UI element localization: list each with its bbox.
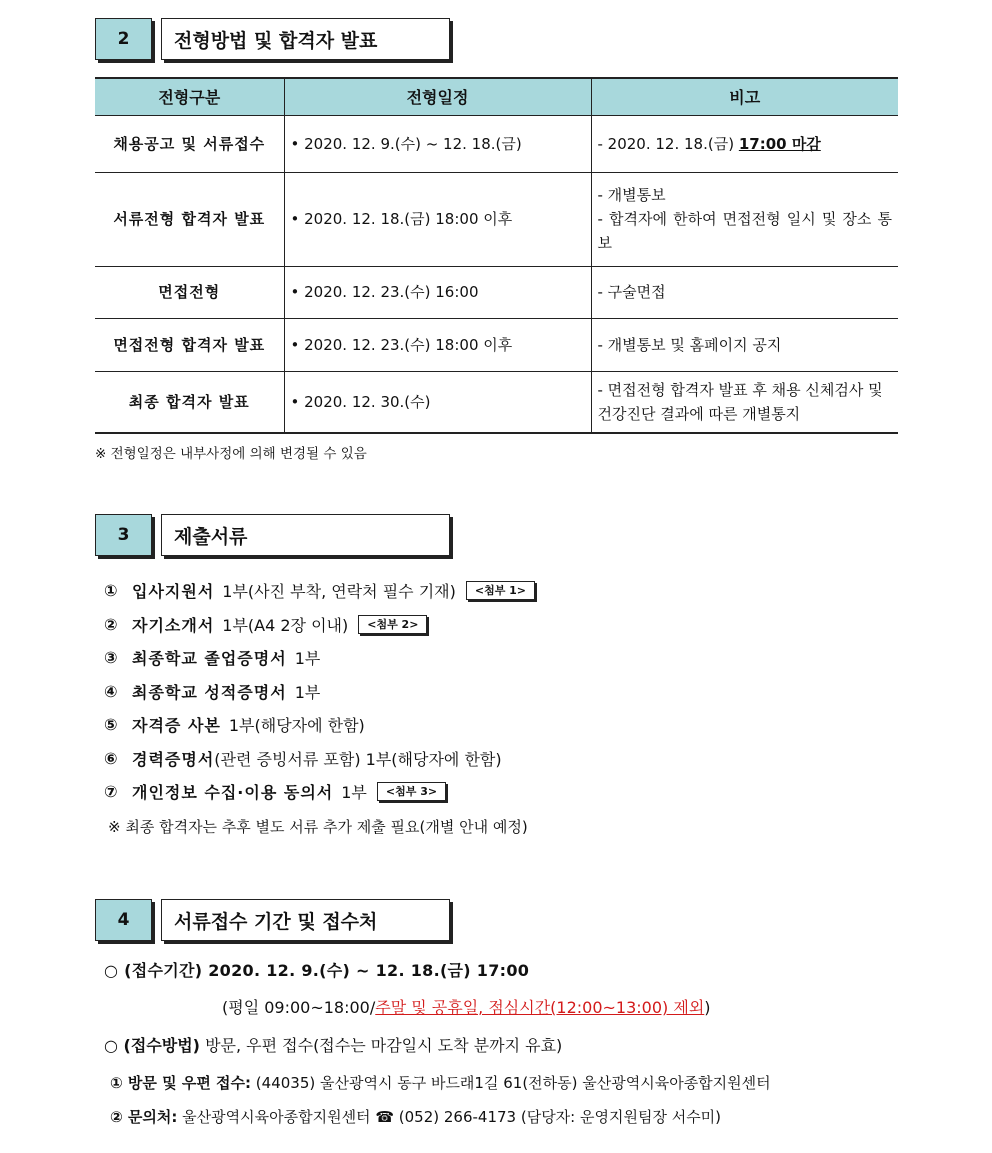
document-detail: 1부 <box>341 783 367 803</box>
hours-excluded: 주말 및 공휴일, 점심시간(12:00~13:00) 제외 <box>375 998 705 1017</box>
document-name: 입사지원서 <box>132 582 215 602</box>
list-item <box>104 675 804 709</box>
note-cell <box>591 115 898 172</box>
schedule-table <box>95 77 898 434</box>
note-cell: - 구술면접 <box>591 266 898 318</box>
table-row <box>95 371 898 433</box>
document-name: 자기소개서 <box>132 615 215 635</box>
list-item <box>104 742 804 776</box>
stage-cell: 면접전형 합격자 발표 <box>95 318 284 371</box>
document-name: 최종학교 졸업증명서 <box>132 649 287 669</box>
note-cell: - 개별통보 및 홈페이지 공지 <box>591 318 898 371</box>
attachment-tag: <첨부 2> <box>358 615 427 634</box>
documents-footnote: ※ 최종 합격자는 추후 별도 서류 추가 제출 필요(개별 안내 예정) <box>108 818 528 836</box>
hours-close: ) <box>704 998 711 1017</box>
reception-method <box>104 1033 562 1056</box>
document-detail: 1부 <box>294 649 321 669</box>
item-number: ⑥ <box>104 748 118 768</box>
document-detail: 1부(A4 2장 이내) <box>222 615 349 635</box>
table-row <box>95 318 898 371</box>
stage-cell: 서류전형 합격자 발표 <box>95 172 284 266</box>
stage-cell: 최종 합격자 발표 <box>95 371 284 433</box>
list-item <box>104 641 804 675</box>
header-stage: 전형구분 <box>95 78 284 115</box>
item-number: ⑤ <box>104 715 118 735</box>
address-label: ① 방문 및 우편 접수: <box>110 1074 252 1092</box>
date-cell: • 2020. 12. 30.(수) <box>284 371 591 433</box>
document-list <box>104 574 804 809</box>
stage-cell: 면접전형 <box>95 266 284 318</box>
stage-cell: 채용공고 및 서류접수 <box>95 115 284 172</box>
list-item <box>104 574 804 608</box>
date-cell: • 2020. 12. 18.(금) 18:00 이후 <box>284 172 591 266</box>
contact-text: 울산광역시육아종합지원센터 ☎ (052) 266-4173 (담당자: 운영지원팀장 서수미) <box>177 1108 722 1126</box>
note-text: - 2020. 12. 18.(금) <box>597 134 739 153</box>
method-label: ○ (접수방법) <box>104 1036 200 1055</box>
section-number: 2 <box>95 18 152 60</box>
table-row <box>95 115 898 172</box>
document-detail: 1부(해당자에 한함) <box>228 716 365 736</box>
document-name: 경력증명서 <box>132 749 215 769</box>
header-date: 전형일정 <box>284 78 591 115</box>
list-item <box>104 708 804 742</box>
section-number: 3 <box>95 514 152 556</box>
document-name: 개인정보 수집·이용 동의서 <box>132 783 334 803</box>
table-row <box>95 266 898 318</box>
reception-hours <box>222 995 711 1018</box>
date-cell: • 2020. 12. 23.(수) 16:00 <box>284 266 591 318</box>
section-number: 4 <box>95 899 152 941</box>
section-title: 전형방법 및 합격자 발표 <box>161 18 450 60</box>
note-cell: - 면접전형 합격자 발표 후 채용 신체검사 및 건강진단 결과에 따른 개별통지 <box>591 371 898 433</box>
reception-contact <box>110 1106 721 1127</box>
document-detail: 1부 <box>294 682 321 702</box>
note-line: - 개별통보 <box>597 186 666 204</box>
note-line: - 합격자에 한하여 면접전형 일시 및 장소 통보 <box>597 210 892 252</box>
table-row <box>95 172 898 266</box>
document-name: 자격증 사본 <box>132 716 221 736</box>
section-title: 제출서류 <box>161 514 450 556</box>
item-number: ② <box>104 614 118 634</box>
contact-label: ② 문의처: <box>110 1108 178 1126</box>
document-detail: (관련 증빙서류 포함) 1부(해당자에 한함) <box>214 749 502 769</box>
note-cell <box>591 172 898 266</box>
item-number: ③ <box>104 648 118 668</box>
item-number: ⑦ <box>104 782 118 802</box>
deadline-emphasis: 17:00 마감 <box>738 134 821 153</box>
reception-period: ○ (접수기간) 2020. 12. 9.(수) ~ 12. 18.(금) 17:00 <box>104 961 530 980</box>
attachment-tag: <첨부 1> <box>466 581 535 600</box>
document-name: 최종학교 성적증명서 <box>132 682 287 702</box>
attachment-tag: <첨부 3> <box>377 782 446 801</box>
item-number: ④ <box>104 681 118 701</box>
list-item <box>104 608 804 642</box>
address-text: (44035) 울산광역시 동구 바드래1길 61(전하동) 울산광역시육아종합지원센터 <box>251 1074 771 1092</box>
document-detail: 1부(사진 부착, 연락처 필수 기재) <box>222 582 456 602</box>
reception-address <box>110 1072 771 1093</box>
date-cell: • 2020. 12. 9.(수) ~ 12. 18.(금) <box>284 115 591 172</box>
section-4-header <box>95 899 455 941</box>
section-3-header <box>95 514 455 556</box>
table-header-row <box>95 78 898 115</box>
method-text: 방문, 우편 접수(접수는 마감일시 도착 분까지 유효) <box>199 1036 563 1055</box>
item-number: ① <box>104 581 118 601</box>
list-item <box>104 775 804 809</box>
schedule-footnote: ※ 전형일정은 내부사정에 의해 변경될 수 있음 <box>95 446 367 462</box>
section-2-header <box>95 18 455 60</box>
hours-open: (평일 09:00~18:00/ <box>222 998 376 1017</box>
header-note: 비고 <box>591 78 898 115</box>
section-title: 서류접수 기간 및 접수처 <box>161 899 450 941</box>
date-cell: • 2020. 12. 23.(수) 18:00 이후 <box>284 318 591 371</box>
